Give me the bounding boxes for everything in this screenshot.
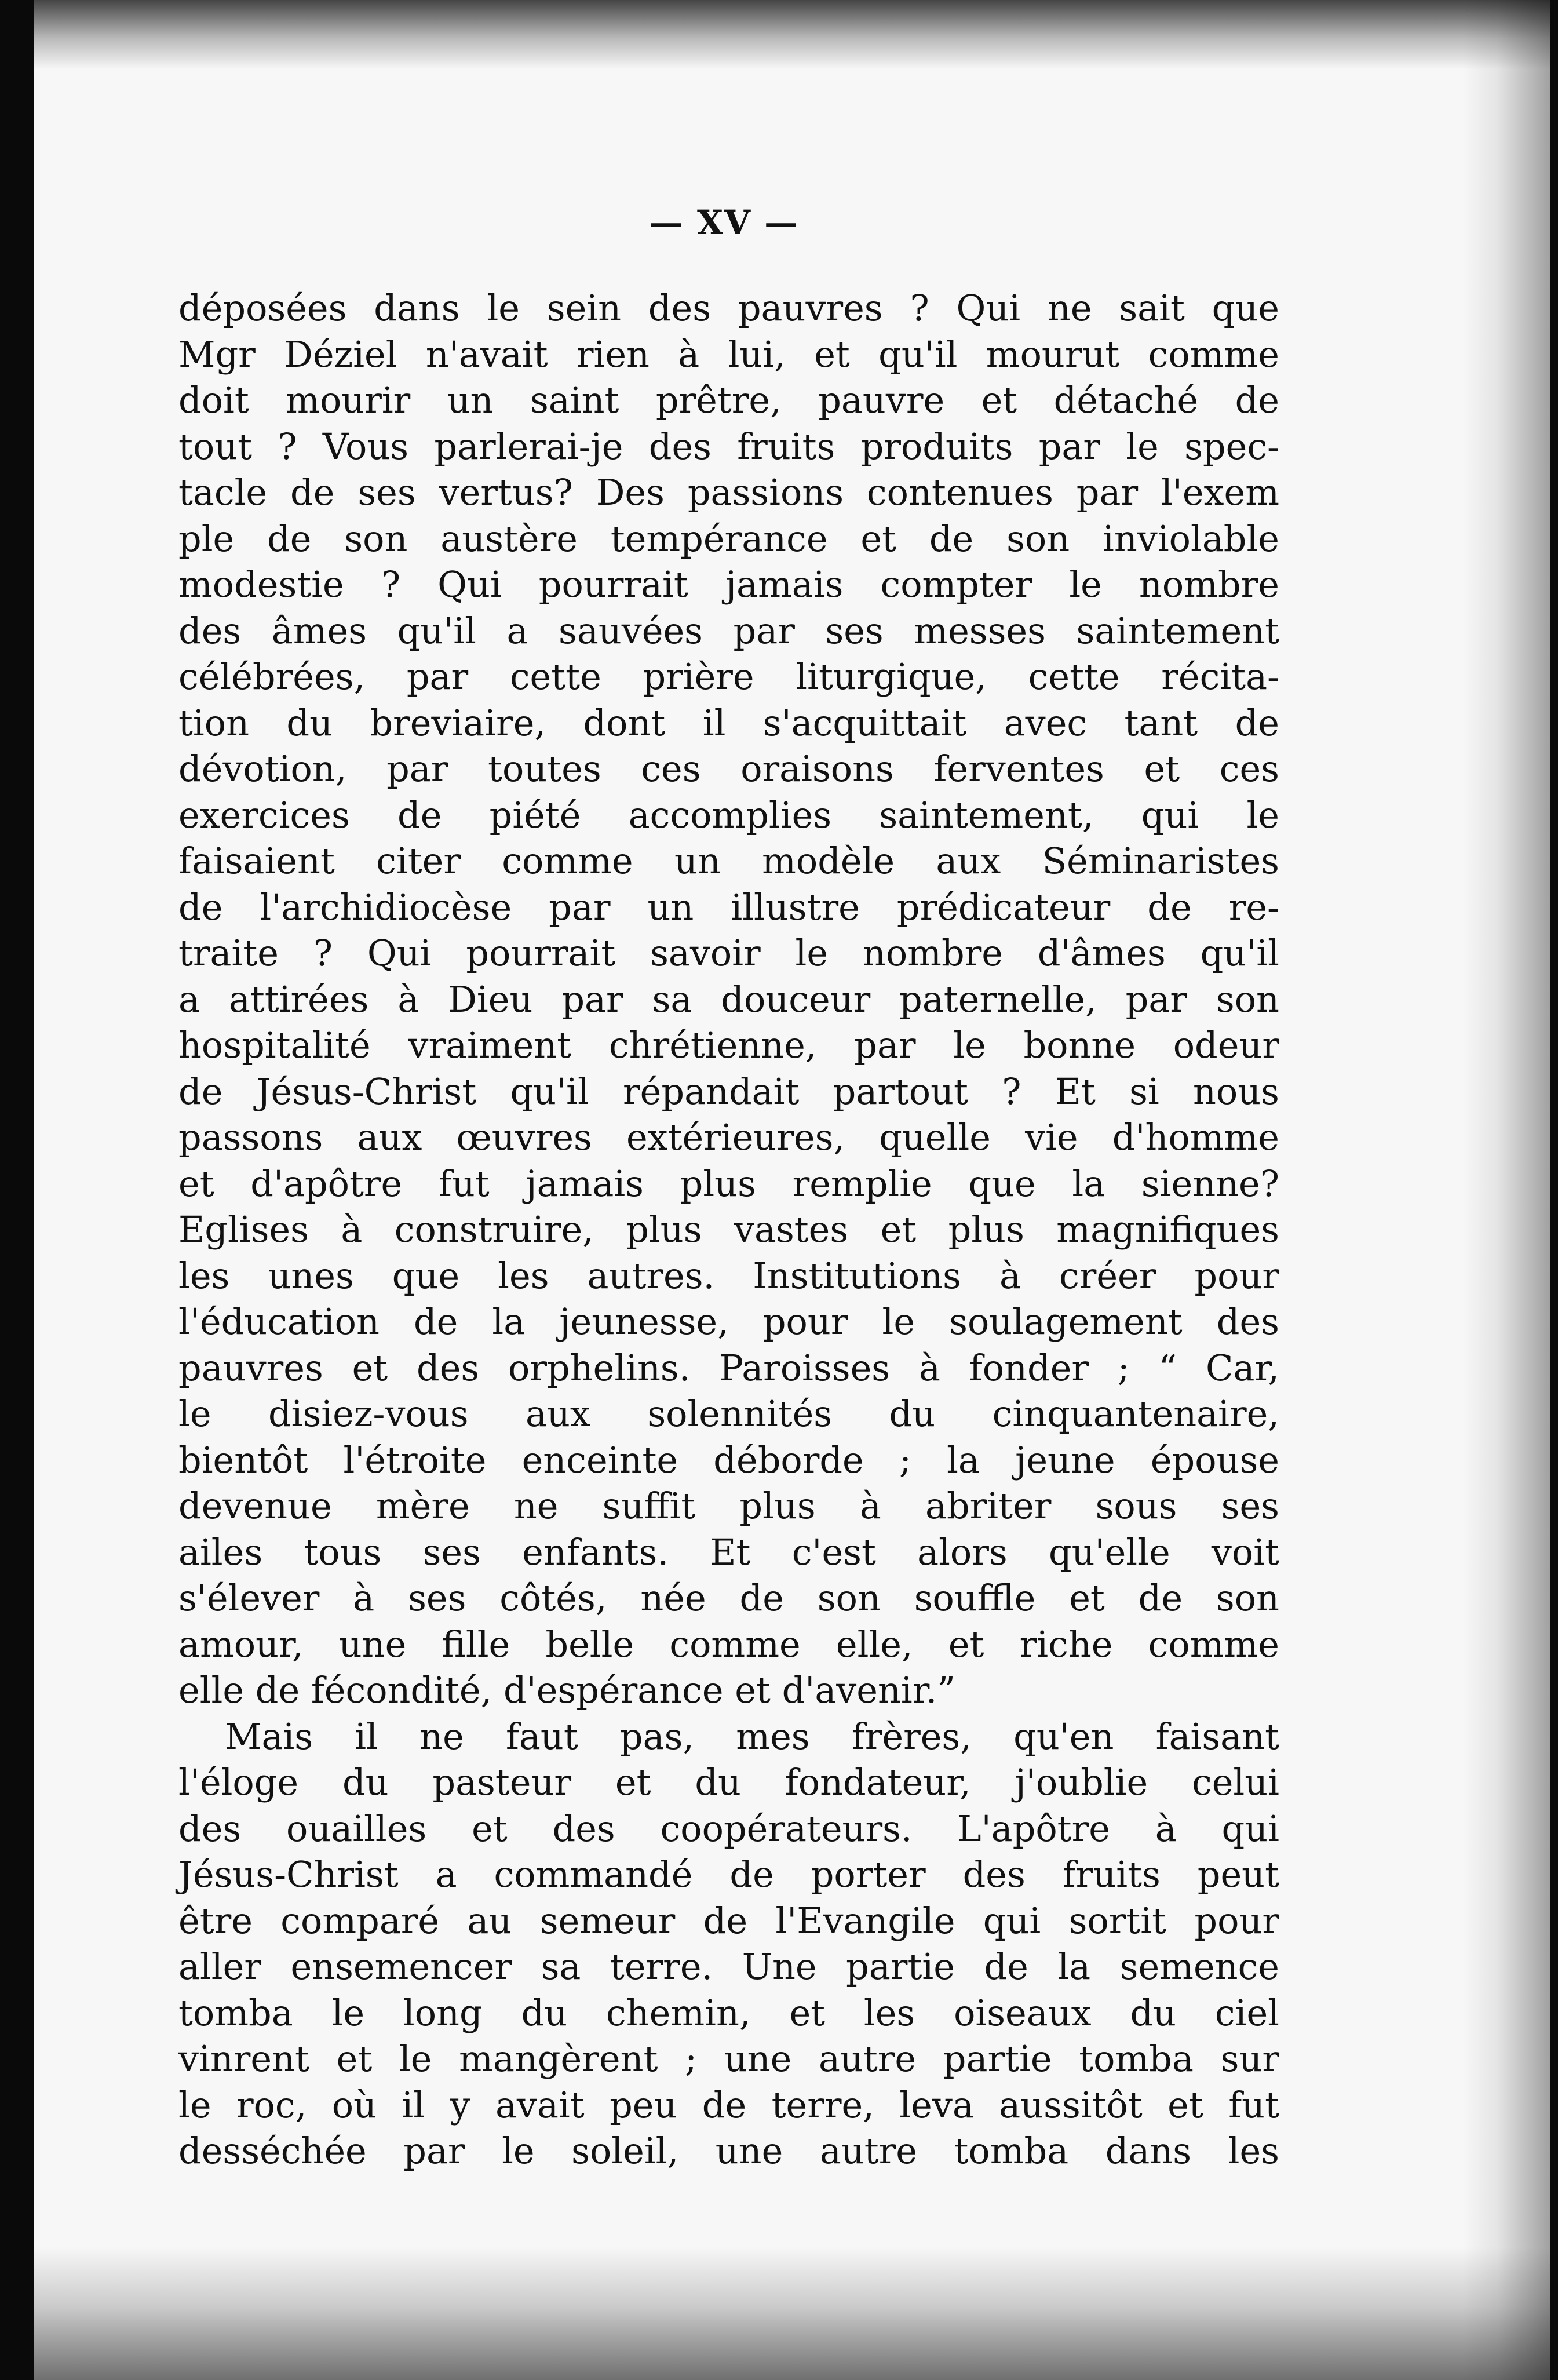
text-line: traite ? Qui pourrait savoir le nombre d'âmes qu'il	[178, 932, 1279, 974]
text-line: être comparé au semeur de l'Evangile qui sortit pour	[178, 1899, 1279, 1942]
text-line: tout ? Vous parlerai-je des fruits produits par le spec-	[178, 425, 1279, 468]
text-line: de l'archidiocèse par un illustre prédicateur de re-	[178, 885, 1279, 928]
right-scan-border	[1550, 0, 1558, 2380]
text-line: Eglises à construire, plus vastes et plus magnifiques	[178, 1208, 1279, 1251]
text-line: pauvres et des orphelins. Paroisses à fonder ; “ Car,	[178, 1346, 1279, 1389]
text-line: vinrent et le mangèrent ; une autre partie tomba sur	[178, 2038, 1279, 2080]
left-scan-border	[0, 0, 34, 2380]
text-line: le disiez-vous aux solennités du cinquantenaire,	[178, 1393, 1279, 1435]
text-line: faisaient citer comme un modèle aux Séminaristes	[178, 840, 1279, 882]
text-line: des âmes qu'il a sauvées par ses messes saintement	[178, 609, 1279, 652]
text-line: desséchée par le soleil, une autre tomba dans les	[178, 2130, 1279, 2172]
text-line: doit mourir un saint prêtre, pauvre et détaché de	[178, 379, 1279, 421]
text-line: elle de fécondité, d'espérance et d'avenir.”	[178, 1669, 955, 1711]
text-line: tion du breviaire, dont il s'acquittait avec tant de	[178, 701, 1279, 744]
text-line: modestie ? Qui pourrait jamais compter le nombre	[178, 563, 1279, 606]
text-line: tacle de ses vertus? Des passions contenues par l'exem	[178, 471, 1279, 513]
text-line: amour, une fille belle comme elle, et riche comme	[178, 1623, 1279, 1665]
text-line: hospitalité vraiment chrétienne, par le bonne odeur	[178, 1024, 1279, 1066]
text-line: Mais il ne faut pas, mes frères, qu'en faisant	[225, 1715, 1279, 1758]
text-line: ple de son austère tempérance et de son inviolable	[178, 517, 1279, 560]
top-scan-shadow	[34, 0, 1550, 70]
text-line: passons aux œuvres extérieures, quelle vie d'homme	[178, 1116, 1279, 1158]
text-line: Jésus-Christ a commandé de porter des fruits peut	[178, 1853, 1279, 1896]
bottom-scan-shadow	[34, 2247, 1550, 2380]
text-line: de Jésus-Christ qu'il répandait partout ? Et si nous	[178, 1070, 1279, 1113]
right-scan-shadow	[1463, 0, 1550, 2380]
text-line: des ouailles et des coopérateurs. L'apôtre à qui	[178, 1807, 1279, 1850]
body-text	[178, 285, 1279, 2174]
text-line: aller ensemencer sa terre. Une partie de la semence	[178, 1945, 1279, 1988]
text-line: et d'apôtre fut jamais plus remplie que la sienne?	[178, 1162, 1279, 1205]
text-line: bientôt l'étroite enceinte déborde ; la jeune épouse	[178, 1438, 1279, 1481]
text-line: dévotion, par toutes ces oraisons ferventes et ces	[178, 748, 1279, 790]
text-line: tomba le long du chemin, et les oiseaux du ciel	[178, 1991, 1279, 2034]
text-line: l'éloge du pasteur et du fondateur, j'oublie celui	[178, 1761, 1279, 1803]
text-line: devenue mère ne suffit plus à abriter sous ses	[178, 1485, 1279, 1527]
text-line: célébrées, par cette prière liturgique, cette récita-	[178, 655, 1279, 698]
text-line: s'élever à ses côtés, née de son souffle et de son	[178, 1577, 1279, 1619]
text-line: ailes tous ses enfants. Et c'est alors qu'elle voit	[178, 1530, 1279, 1573]
page-number: — XV —	[649, 203, 800, 242]
text-line: le roc, où il y avait peu de terre, leva aussitôt et fut	[178, 2083, 1279, 2126]
text-line: exercices de piété accomplies saintement, qui le	[178, 793, 1279, 836]
text-line: les unes que les autres. Institutions à créer pour	[178, 1254, 1279, 1297]
text-line: l'éducation de la jeunesse, pour le soulagement des	[178, 1300, 1279, 1343]
text-line: a attirées à Dieu par sa douceur paternelle, par son	[178, 978, 1279, 1020]
text-line: déposées dans le sein des pauvres ? Qui ne sait que	[178, 287, 1279, 329]
text-line: Mgr Déziel n'avait rien à lui, et qu'il mourut comme	[178, 333, 1279, 376]
